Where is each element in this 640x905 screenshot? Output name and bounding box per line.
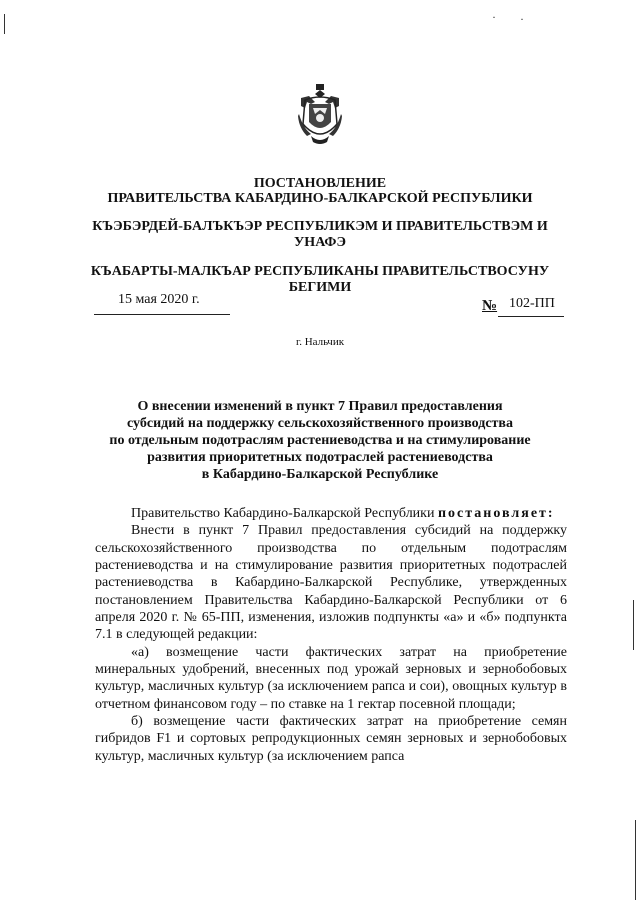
- number-underline: [498, 316, 564, 317]
- document-number: 102-ПП: [509, 296, 555, 311]
- city-label: г. Нальчик: [295, 336, 345, 348]
- government-name-balkar: КЪАБАРТЫ-МАЛКЪАР РЕСПУБЛИКАНЫ ПРАВИТЕЛЬСТВОСУНУ БЕГИМИ: [90, 264, 550, 295]
- right-edge-mark: [633, 600, 634, 650]
- scan-speck: ·: [492, 10, 496, 24]
- government-name-kabardian: КЪЭБЭРДЕЙ-БАЛЪКЪЭР РЕСПУБЛИКЭМ И ПРАВИТЕЛЬСТВЭМ И УНАФЭ: [92, 219, 548, 250]
- document-title: [90, 398, 550, 483]
- title-line: развития приоритетных подотраслей растениеводства: [147, 450, 493, 465]
- number-sign: №: [482, 298, 498, 314]
- left-edge-mark: [4, 14, 5, 34]
- date-underline: [94, 314, 230, 315]
- right-edge-mark-2: [635, 820, 636, 900]
- coat-of-arms-emblem: [297, 84, 343, 146]
- intro-paragraph: [95, 505, 567, 522]
- scan-speck: ·: [520, 12, 524, 26]
- document-type-heading: ПОСТАНОВЛЕНИЕ: [253, 176, 387, 191]
- title-line: по отдельным подотраслям растениеводства и на стимулирование: [109, 433, 531, 448]
- title-line: субсидий на поддержку сельскохозяйственного производства: [127, 416, 513, 431]
- paragraph-amendment: Внести в пункт 7 Правил предоставления субсидий на поддержку сельскохозяйственного производства по отдельным подотраслям растениеводства и на стимулирование развития приоритетных подотраслей растениеводства в Кабардино-Балкарской Республике, утвержденных постановлением Правительства Кабардино-Балкарской Республики от 6 апреля 2020 г. № 65-ПП, изменения, изложив подпункты «а» и «б» подпункта 7.1 в следующей редакции:: [95, 523, 567, 643]
- document-body: [95, 505, 567, 765]
- intro-verb: постановляет:: [437, 506, 555, 521]
- intro-lead: Правительство Кабардино-Балкарской Республики: [131, 506, 435, 521]
- paragraph-subitem-b: б) возмещение части фактических затрат на приобретение семян гибридов F1 и сортовых репродукционных семян зерновых и зернобобовых культур, масличных культур (за исключением рапса: [95, 714, 567, 764]
- title-line: в Кабардино-Балкарской Республике: [201, 467, 439, 482]
- document-date: 15 мая 2020 г.: [118, 292, 200, 307]
- title-line: О внесении изменений в пункт 7 Правил предоставления: [137, 399, 503, 414]
- paragraph-subitem-a: «а) возмещение части фактических затрат на приобретение минеральных удобрений, внесенных под урожай зерновых и зернобобовых культур, масличных культур (за исключением рапса и сои), овощных культур в отчетном финансовом году – по ставке на 1 гектар посевной площади;: [95, 644, 567, 712]
- government-name-ru: ПРАВИТЕЛЬСТВА КАБАРДИНО-БАЛКАРСКОЙ РЕСПУБЛИКИ: [107, 191, 533, 206]
